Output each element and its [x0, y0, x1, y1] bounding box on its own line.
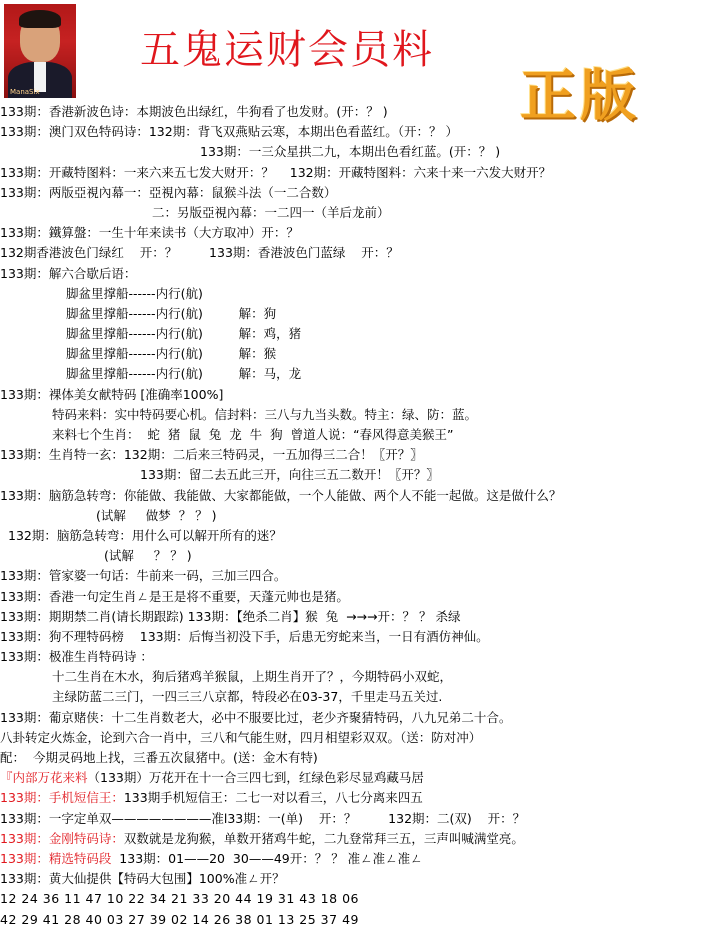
line-text: 132期：脑筋急转弯：用什么可以解开所有的迷？ — [8, 527, 282, 543]
line-text: 脚盆里撑船------内行(航) 解：马，龙 — [66, 366, 302, 382]
line-text: 脚盆里撑船------内行(航) 解：狗 — [66, 305, 277, 321]
line-text: 133期手机短信王：二七一对以看三，八七分离来四五 — [123, 790, 423, 806]
text-line — [0, 122, 723, 142]
text-line — [0, 344, 723, 364]
line-text: 133期：管家婆一句话：牛前来一码，三加三四合。 — [0, 568, 287, 584]
line-text: 十二生肖在木水，狗后猪鸡羊猴鼠，上期生肖开了？，今期特码小双蛇， — [52, 669, 453, 685]
text-line — [0, 667, 723, 687]
genuine-stamp: 正版 — [520, 63, 640, 129]
text-line — [0, 324, 723, 344]
line-text: 133期：开藏特图料：一来六来五七发大财开：？ 132期：开藏特图料：六来十来一六发大财开？ — [0, 164, 552, 180]
text-line — [0, 243, 723, 263]
text-line — [0, 526, 723, 546]
line-text: 特码来料：实中特码要心机。信封料：三八与九当头数。特主：绿、防：蓝。 — [52, 406, 478, 422]
text-line — [0, 748, 723, 768]
text-line — [0, 405, 723, 425]
line-text: 12 24 36 11 47 10 22 34 21 33 20 44 19 31 43 18 06 — [0, 891, 359, 907]
line-text: 133期：留二去五此三开，向往三五二数开！〖开？〗 — [140, 467, 439, 483]
text-line — [0, 183, 723, 203]
text-line — [0, 708, 723, 728]
text-line — [0, 445, 723, 465]
red-label: 133期：精选特码段 — [0, 850, 112, 866]
line-text: 脚盆里撑船------内行(航) — [66, 285, 203, 301]
line-text: 133期：01——20 30——49开：？ ？ 准ㄥ准ㄥ准ㄥ — [111, 850, 423, 866]
text-line — [0, 889, 723, 909]
line-text: 133期：生肖特一玄：132期：二后来三特码灵，一五加得三二合！〖开？〗 — [0, 447, 423, 463]
line-text: 133期：狗不理特码榜 133期：后悔当初没下手，后患无穷蛇来当，一日有酒仿神仙。 — [0, 628, 489, 644]
text-line — [0, 284, 723, 304]
text-line — [0, 587, 723, 607]
line-text: 133期：两版亞視內幕一：亞視內幕：鼠猴斗法（一二合数） — [0, 184, 337, 200]
line-text: 八卦转定火炼金，论到六合一肖中，三八和气能生财，四月相望彩双双。（送：防对冲） — [0, 729, 482, 745]
text-line — [0, 809, 723, 829]
text-line — [0, 425, 723, 445]
line-text: 133期：期期禁二肖(请长期跟踪) 133期：【绝杀二肖】猴 兔 →→→开：？ ？ 杀绿 — [0, 608, 461, 624]
line-text: 主绿防蓝二三门，一四三三八京都，特段必在03-37，千里走马五关过. — [52, 689, 443, 705]
text-line — [0, 768, 723, 788]
line-text: 132期香港波色门绿红 开：？ 133期：香港波色门蓝绿 开：？ — [0, 245, 399, 261]
line-text: 133期：解六合歇后语： — [0, 265, 137, 281]
line-text: 配： 今期灵码地上找，三番五次鼠猪中。(送：金木有特) — [0, 750, 318, 765]
line-text: 133期：一三众星拱二九，本期出色看红蓝。(开：？ ) — [200, 144, 501, 160]
line-text: 133期：裸体美女献特码 [准确率100%] — [0, 386, 224, 402]
text-line — [0, 829, 723, 849]
line-text: 42 29 41 28 40 03 27 39 02 14 26 38 01 13 25 37 49 — [0, 911, 359, 927]
text-line — [0, 869, 723, 889]
red-label: 133期：手机短信王： — [0, 790, 124, 806]
line-text: (试解 做梦 ？ ？ ) — [96, 507, 217, 523]
text-line — [0, 687, 723, 707]
text-line — [0, 566, 723, 586]
text-line — [0, 102, 723, 122]
text-line — [0, 607, 723, 627]
red-label: 133期：金刚特码诗： — [0, 830, 124, 846]
line-text: 133期：脑筋急转弯：你能做、我能做、大家都能做，一个人能做、两个人不能一起做。这是做什么？ — [0, 487, 562, 503]
text-line — [0, 910, 723, 930]
text-line — [0, 728, 723, 748]
text-line — [0, 385, 723, 405]
line-text: 133期：香港一句定生肖ㄥ是王是将不重要，天蓬元帅也是猪。 — [0, 588, 349, 604]
line-text: （133期）万花开在十一合三四七到，红绿色彩尽显鸡藏马居 — [87, 770, 424, 786]
text-line — [0, 546, 723, 566]
line-text: 脚盆里撑船------内行(航) 解：鸡，猪 — [66, 326, 302, 342]
text-line — [0, 223, 723, 243]
text-line — [0, 142, 723, 162]
line-text: 133期：澳门双色特码诗：132期：背飞双燕贴云寒，本期出色看蓝红。（开：？ ） — [0, 124, 458, 140]
text-line — [0, 304, 723, 324]
content-lines — [0, 102, 723, 930]
avatar-watermark: ManaSix — [10, 88, 40, 96]
text-line — [0, 364, 723, 384]
red-label: 『内部万花来料 — [0, 770, 88, 786]
text-line — [0, 465, 723, 485]
line-text: 133期：香港新波色诗：本期波色出绿红，牛狗看了也发财。(开：？ ) — [0, 104, 388, 119]
avatar-hair — [19, 10, 61, 28]
line-text: 双数就是龙狗猴，单数开猪鸡牛蛇，二九登常拜三五，三声叫喊满堂亮。 — [123, 830, 524, 846]
line-text: 来料七个生肖： 蛇 猪 鼠 兔 龙 牛 狗 曾道人说：“春风得意美猴王” — [52, 427, 454, 442]
text-line — [0, 647, 723, 667]
line-text: (试解 ？ ？ ) — [104, 548, 192, 564]
line-text: 133期：鐵算盤：一生十年来读书（大方取冲）开：？ — [0, 225, 299, 241]
page-title: 五鬼运财会员料 — [140, 27, 434, 73]
avatar — [4, 4, 76, 98]
text-line — [0, 627, 723, 647]
line-text: 133期：葡京赌侠：十二生肖数老大，必中不服要比过，老少齐聚猜特码，八九兄弟二十合。 — [0, 709, 512, 725]
text-line — [0, 506, 723, 526]
text-line — [0, 203, 723, 223]
text-line — [0, 788, 723, 808]
text-line — [0, 486, 723, 506]
text-line — [0, 849, 723, 869]
line-text: 133期：一字定单双————————准l33期：一(单) 开：？ 132期：二(双) 开：？ — [0, 810, 526, 826]
line-text: 133期：黄大仙提供【特码大包围】100%准ㄥ开？ — [0, 871, 285, 887]
line-text: 133期：极准生肖特码诗 ： — [0, 649, 153, 665]
line-text: 二：另版亞視內幕：一二四一（羊后龙前） — [152, 204, 390, 220]
text-line — [0, 264, 723, 284]
text-line — [0, 163, 723, 183]
line-text: 脚盆里撑船------内行(航) 解：猴 — [66, 346, 277, 362]
